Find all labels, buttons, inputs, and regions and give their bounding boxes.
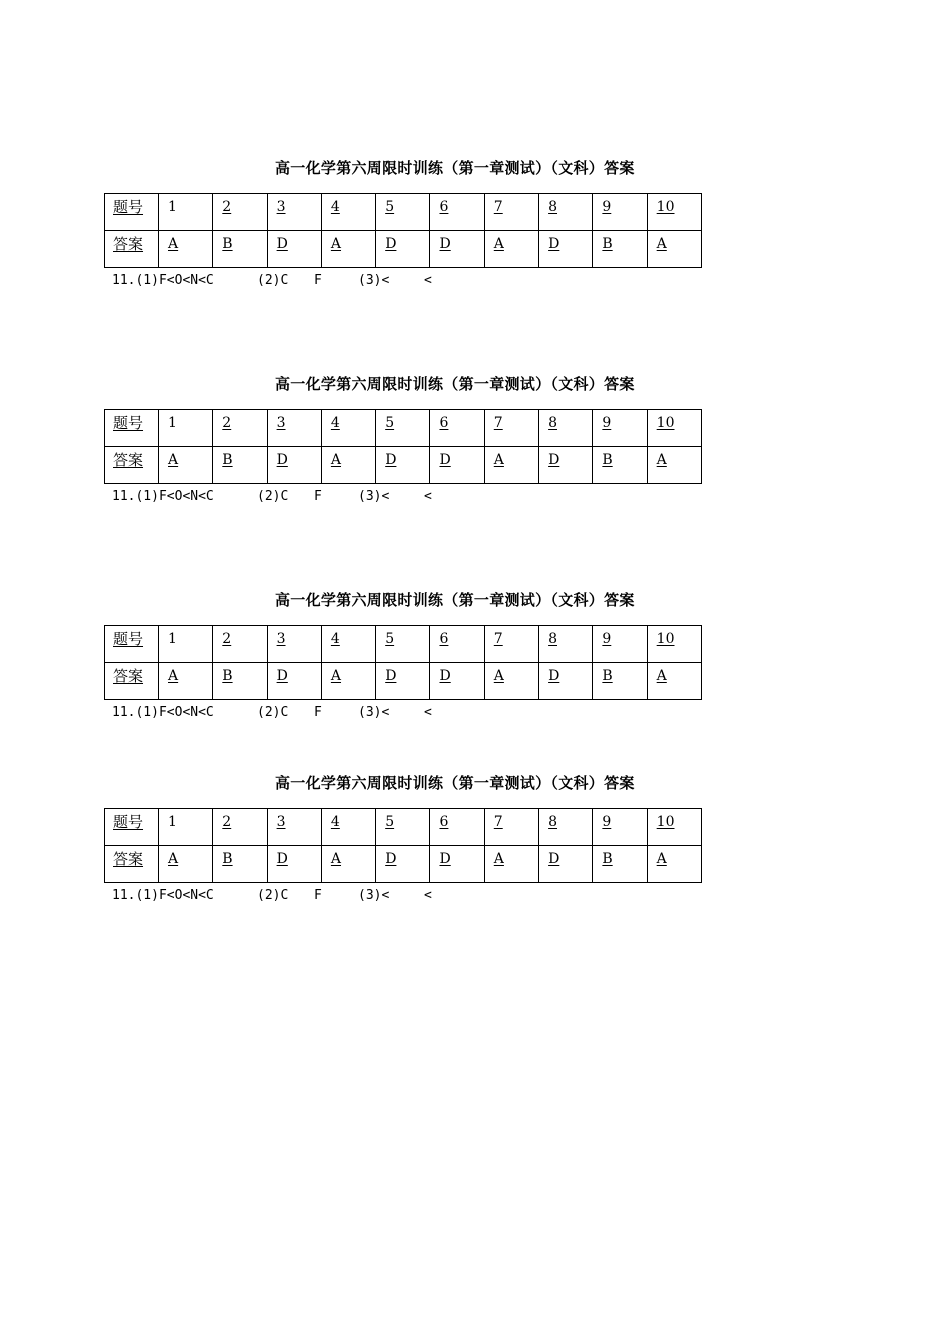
question-number-cell: 1 (159, 809, 213, 846)
answer-row (105, 663, 702, 700)
q11-part2b: F (314, 273, 322, 288)
q11-part1: 11.(1)F<O<N<C (112, 273, 214, 288)
question-number-cell: 10 (647, 410, 701, 447)
answer-cell: A (159, 846, 213, 883)
answer-title: 高一化学第六周限时训练（第一章测试）（文科）答案 (275, 774, 635, 792)
answer-block (104, 375, 702, 507)
answer-cell: D (430, 447, 484, 484)
q11-part3: (3)< (358, 888, 390, 903)
question-number-cell: 4 (321, 194, 375, 231)
answer-cell: B (213, 663, 267, 700)
question-number-cell: 6 (430, 626, 484, 663)
answer-cell: A (159, 663, 213, 700)
question-number-cell: 2 (213, 194, 267, 231)
answer-cell: D (539, 663, 593, 700)
answer-cell: B (593, 447, 647, 484)
question-number-cell: 5 (376, 410, 430, 447)
answer-block (104, 159, 702, 291)
q11-part2: (2)C (257, 489, 289, 504)
question-11-answer (104, 487, 702, 507)
answer-title: 高一化学第六周限时训练（第一章测试）（文科）答案 (275, 159, 635, 177)
answer-title: 高一化学第六周限时训练（第一章测试）（文科）答案 (275, 375, 635, 393)
q11-part2: (2)C (257, 888, 289, 903)
question-number-cell: 4 (321, 809, 375, 846)
question-11-answer (104, 271, 702, 291)
question-number-cell: 9 (593, 809, 647, 846)
question-number-cell: 5 (376, 194, 430, 231)
answer-cell: D (376, 663, 430, 700)
answer-cell: D (430, 231, 484, 268)
answer-cell: B (213, 846, 267, 883)
q11-part3b: < (424, 489, 432, 504)
answer-header: 答案 (105, 846, 159, 883)
question-number-header: 题号 (105, 194, 159, 231)
answer-cell: A (321, 231, 375, 268)
answer-cell: A (647, 231, 701, 268)
question-number-cell: 10 (647, 194, 701, 231)
answer-title: 高一化学第六周限时训练（第一章测试）（文科）答案 (275, 591, 635, 609)
question-number-cell: 1 (159, 410, 213, 447)
answer-cell: B (213, 231, 267, 268)
question-number-cell: 1 (159, 626, 213, 663)
question-number-cell: 3 (267, 410, 321, 447)
answer-cell: A (647, 846, 701, 883)
answer-cell: A (159, 447, 213, 484)
answer-cell: D (539, 846, 593, 883)
answer-cell: D (539, 231, 593, 268)
question-number-cell: 7 (484, 809, 538, 846)
question-number-cell: 9 (593, 626, 647, 663)
question-number-cell: 8 (539, 809, 593, 846)
q11-part1: 11.(1)F<O<N<C (112, 489, 214, 504)
answer-cell: D (430, 846, 484, 883)
answer-cell: A (484, 231, 538, 268)
question-number-cell: 2 (213, 809, 267, 846)
answer-header: 答案 (105, 447, 159, 484)
question-number-row (105, 626, 702, 663)
answer-cell: A (321, 447, 375, 484)
q11-part2: (2)C (257, 273, 289, 288)
q11-part3b: < (424, 888, 432, 903)
question-number-cell: 5 (376, 809, 430, 846)
question-number-cell: 3 (267, 194, 321, 231)
question-number-cell: 2 (213, 626, 267, 663)
q11-part2b: F (314, 489, 322, 504)
answer-cell: B (593, 231, 647, 268)
answer-cell: D (267, 447, 321, 484)
question-11-answer (104, 703, 702, 723)
question-number-cell: 7 (484, 194, 538, 231)
question-number-cell: 6 (430, 194, 484, 231)
q11-part1: 11.(1)F<O<N<C (112, 888, 214, 903)
question-number-cell: 5 (376, 626, 430, 663)
question-11-answer (104, 886, 702, 906)
q11-part3: (3)< (358, 273, 390, 288)
answer-cell: A (647, 447, 701, 484)
answer-table (104, 409, 702, 484)
answer-row (105, 447, 702, 484)
question-number-cell: 4 (321, 626, 375, 663)
question-number-cell: 6 (430, 809, 484, 846)
question-number-cell: 10 (647, 809, 701, 846)
q11-part1: 11.(1)F<O<N<C (112, 705, 214, 720)
question-number-cell: 2 (213, 410, 267, 447)
question-number-cell: 7 (484, 626, 538, 663)
answer-cell: A (484, 663, 538, 700)
answer-cell: D (267, 231, 321, 268)
answer-cell: A (647, 663, 701, 700)
answer-cell: D (267, 846, 321, 883)
answer-row (105, 846, 702, 883)
answer-cell: D (267, 663, 321, 700)
answer-row (105, 231, 702, 268)
question-number-row (105, 194, 702, 231)
q11-part3: (3)< (358, 705, 390, 720)
question-number-header: 题号 (105, 626, 159, 663)
answer-table (104, 808, 702, 883)
question-number-cell: 3 (267, 809, 321, 846)
question-number-cell: 6 (430, 410, 484, 447)
q11-part3b: < (424, 705, 432, 720)
question-number-cell: 9 (593, 410, 647, 447)
question-number-cell: 1 (159, 194, 213, 231)
question-number-cell: 10 (647, 626, 701, 663)
answer-cell: A (484, 447, 538, 484)
question-number-cell: 3 (267, 626, 321, 663)
question-number-row (105, 410, 702, 447)
q11-part3: (3)< (358, 489, 390, 504)
answer-cell: A (484, 846, 538, 883)
answer-cell: D (376, 846, 430, 883)
answer-table (104, 625, 702, 700)
answer-cell: D (430, 663, 484, 700)
answer-cell: D (539, 447, 593, 484)
answer-table (104, 193, 702, 268)
question-number-header: 题号 (105, 410, 159, 447)
answer-cell: D (376, 231, 430, 268)
question-number-cell: 9 (593, 194, 647, 231)
answer-header: 答案 (105, 231, 159, 268)
answer-block (104, 774, 702, 906)
answer-header: 答案 (105, 663, 159, 700)
q11-part2: (2)C (257, 705, 289, 720)
question-number-row (105, 809, 702, 846)
question-number-cell: 8 (539, 626, 593, 663)
answer-cell: D (376, 447, 430, 484)
question-number-header: 题号 (105, 809, 159, 846)
q11-part2b: F (314, 705, 322, 720)
answer-cell: B (213, 447, 267, 484)
answer-cell: B (593, 846, 647, 883)
question-number-cell: 8 (539, 194, 593, 231)
answer-block (104, 591, 702, 723)
q11-part2b: F (314, 888, 322, 903)
answer-cell: A (321, 663, 375, 700)
question-number-cell: 4 (321, 410, 375, 447)
answer-cell: A (159, 231, 213, 268)
question-number-cell: 8 (539, 410, 593, 447)
q11-part3b: < (424, 273, 432, 288)
question-number-cell: 7 (484, 410, 538, 447)
answer-cell: B (593, 663, 647, 700)
answer-cell: A (321, 846, 375, 883)
